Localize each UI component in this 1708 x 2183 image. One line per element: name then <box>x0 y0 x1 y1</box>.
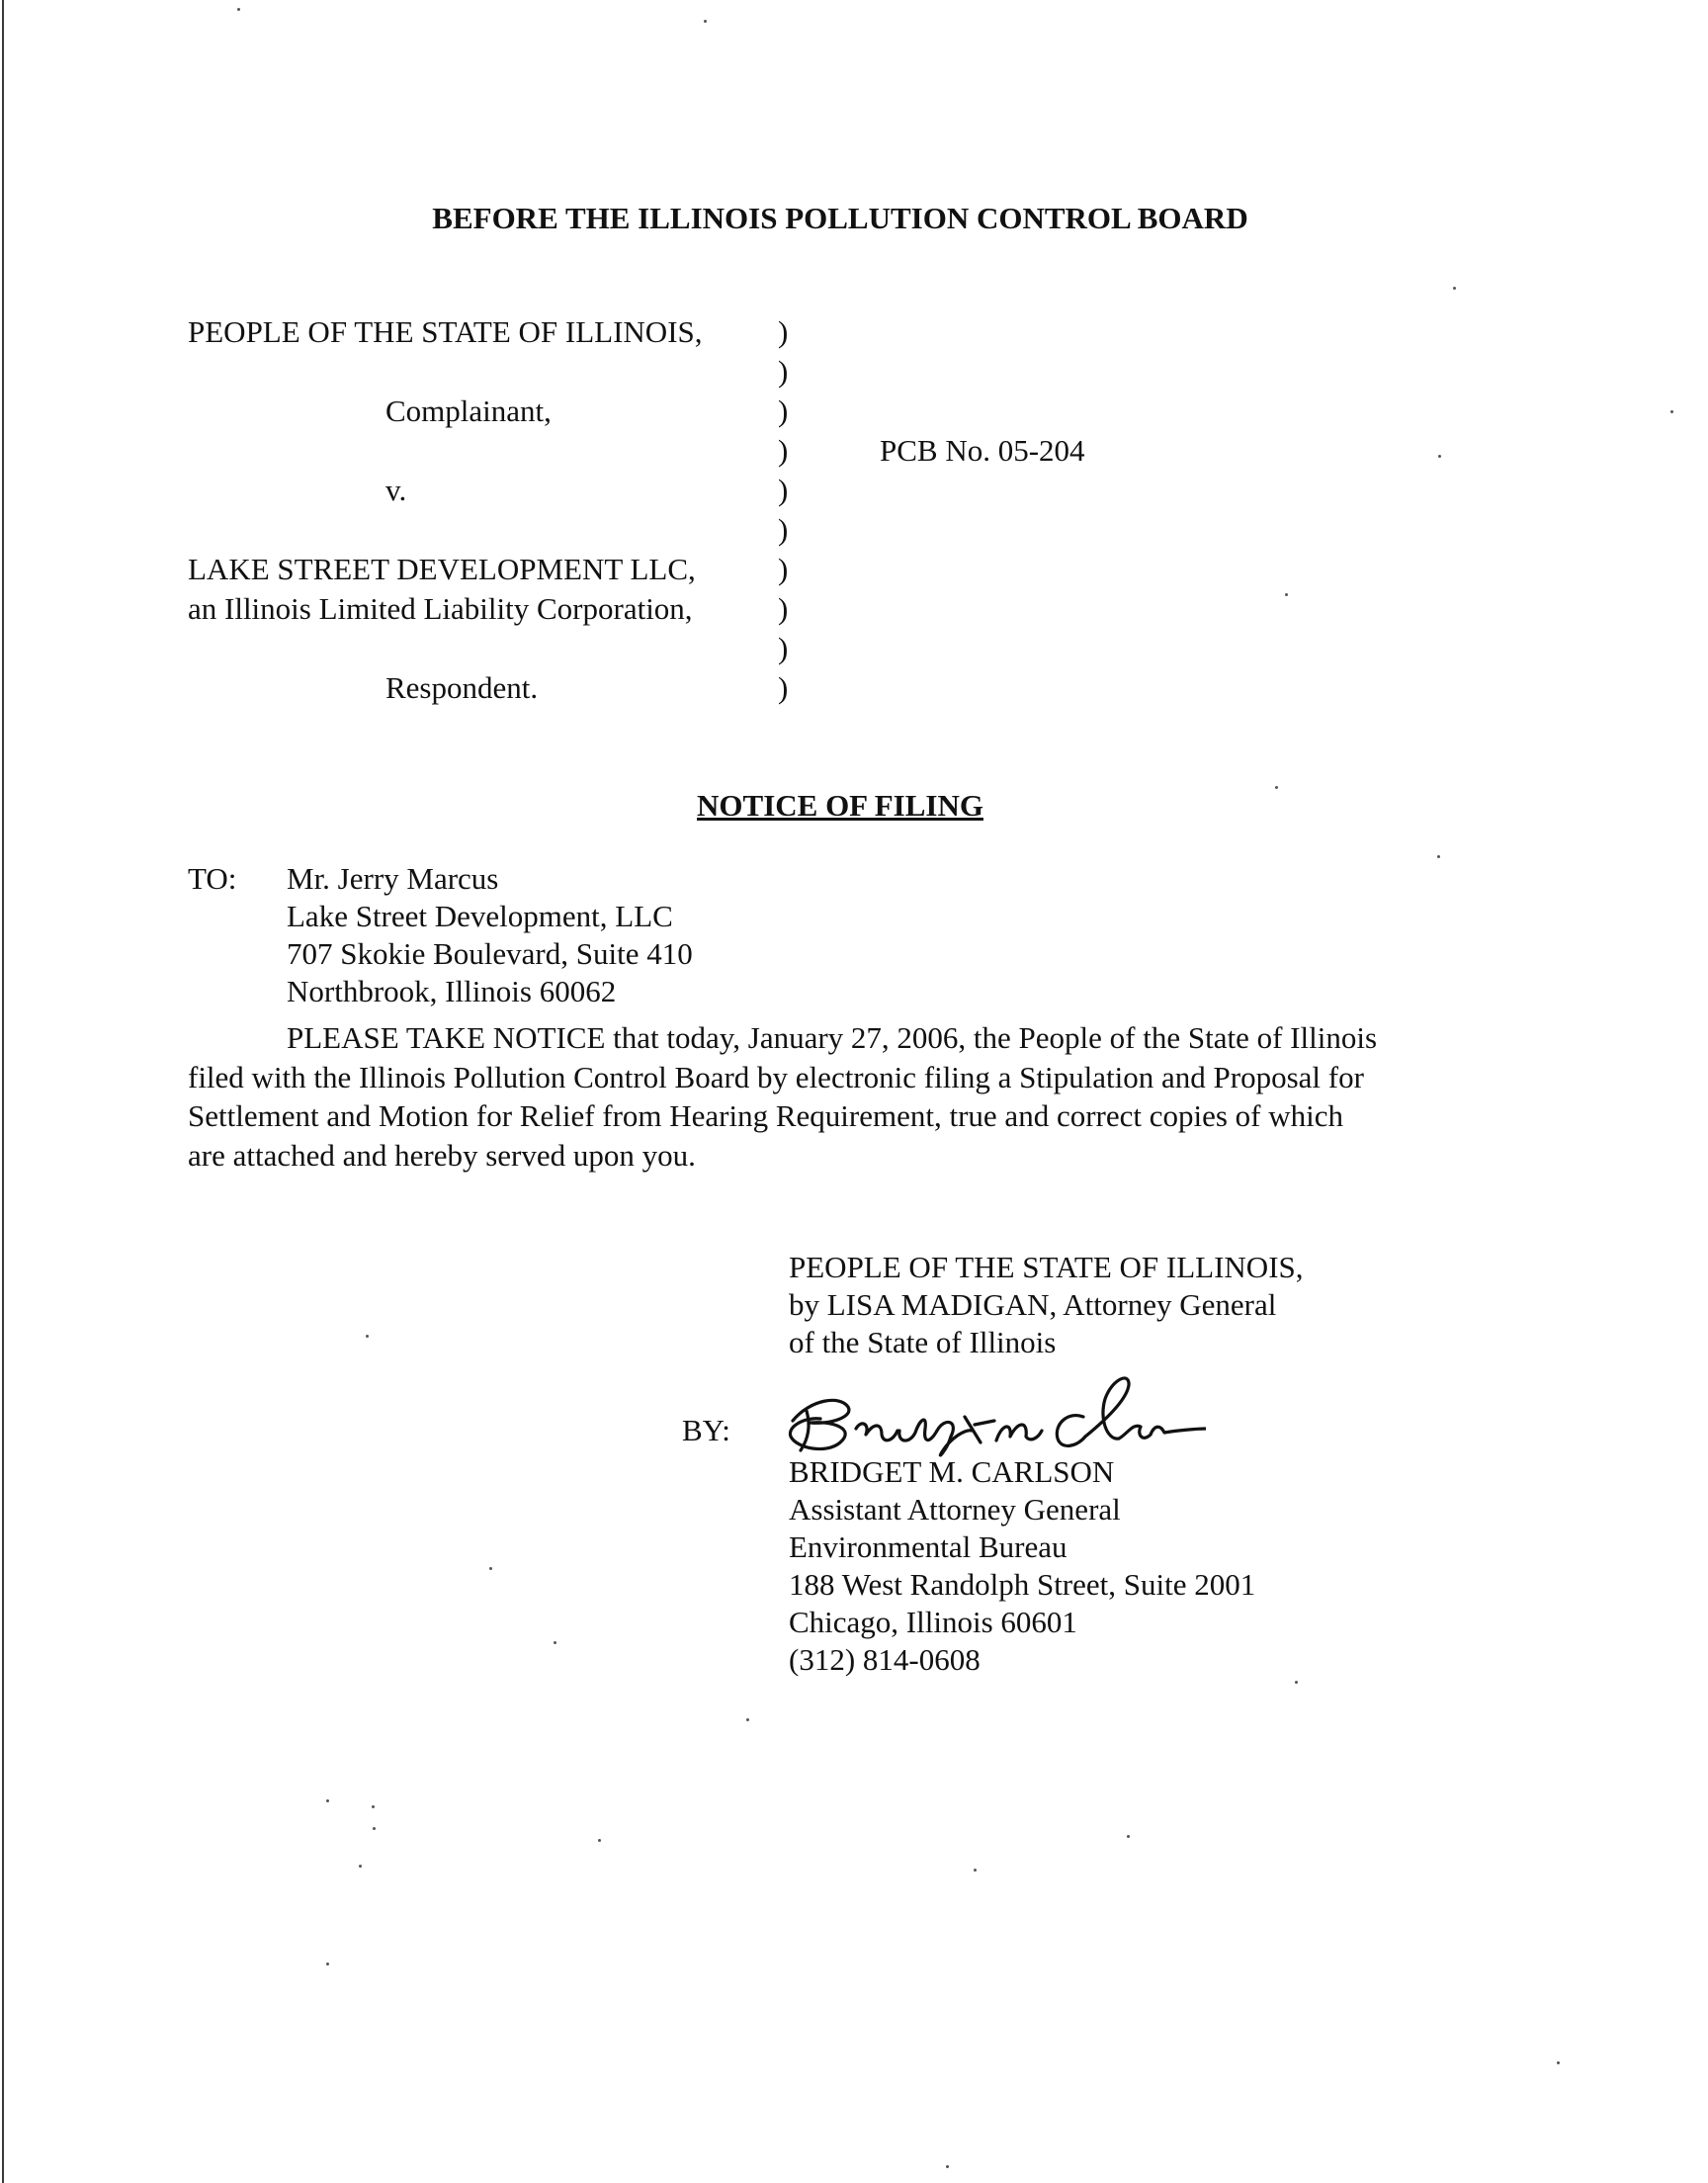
signature-of-line: of the State of Illinois <box>789 1325 1057 1359</box>
signer-phone: (312) 814-0608 <box>789 1642 981 1677</box>
paragraph-line: filed with the Illinois Pollution Control Board by electronic filing a Stipulation and Proposal for <box>188 1059 1364 1094</box>
complainant-role: Complainant, <box>385 393 552 428</box>
caption-paren: ) <box>778 591 789 626</box>
scan-speck <box>326 1963 329 1965</box>
scan-speck <box>1295 1681 1298 1684</box>
signer-street: 188 West Randolph Street, Suite 2001 <box>789 1567 1256 1602</box>
respondent-role: Respondent. <box>385 670 539 705</box>
respondent-party: LAKE STREET DEVELOPMENT LLC, <box>188 552 696 586</box>
by-label: BY: <box>682 1413 730 1447</box>
caption-paren: ) <box>778 354 789 389</box>
scan-speck <box>372 1805 375 1808</box>
caption-paren: ) <box>778 670 789 705</box>
scan-speck <box>359 1865 362 1868</box>
scan-speck <box>1285 593 1288 596</box>
complainant-party: PEOPLE OF THE STATE OF ILLINOIS, <box>188 314 703 349</box>
recipient-street: 707 Skokie Boulevard, Suite 410 <box>287 936 693 971</box>
scan-speck <box>746 1718 749 1721</box>
scan-speck <box>366 1335 369 1338</box>
scan-speck <box>1437 855 1440 858</box>
paragraph-line: Settlement and Motion for Relief from Hearing Requirement, true and correct copies of which <box>188 1098 1344 1133</box>
scan-speck <box>373 1827 376 1830</box>
signer-name: BRIDGET M. CARLSON <box>789 1454 1115 1489</box>
scan-speck <box>554 1641 556 1644</box>
signer-city: Chicago, Illinois 60601 <box>789 1605 1077 1639</box>
scan-speck <box>326 1799 329 1802</box>
paragraph-line: PLEASE TAKE NOTICE that today, January 27, 2006, the People of the State of Illinois <box>287 1020 1378 1055</box>
scan-speck <box>974 1869 977 1872</box>
caption-paren: ) <box>778 552 789 586</box>
signature-party: PEOPLE OF THE STATE OF ILLINOIS, <box>789 1250 1304 1284</box>
scan-speck <box>1275 786 1278 789</box>
scan-speck <box>489 1567 492 1570</box>
scan-speck <box>598 1839 601 1842</box>
to-label: TO: <box>188 861 237 896</box>
recipient-company: Lake Street Development, LLC <box>287 899 673 933</box>
recipient-address <box>287 860 693 1010</box>
signer-bureau: Environmental Bureau <box>789 1529 1068 1564</box>
scan-speck <box>1557 2061 1560 2064</box>
caption-paren: ) <box>778 393 789 428</box>
caption-paren: ) <box>778 314 789 349</box>
recipient-city: Northbrook, Illinois 60062 <box>287 974 617 1008</box>
handwritten-signature <box>771 1359 1206 1468</box>
versus-label: v. <box>385 473 407 507</box>
respondent-description: an Illinois Limited Liability Corporation, <box>188 591 693 626</box>
scan-speck <box>1670 410 1673 413</box>
scan-speck <box>1453 287 1456 290</box>
scan-speck <box>704 20 707 23</box>
caption-paren: ) <box>778 512 789 547</box>
scan-speck <box>237 8 240 11</box>
board-heading: BEFORE THE ILLINOIS POLLUTION CONTROL BOARD <box>432 201 1248 235</box>
caption-paren: ) <box>778 433 789 468</box>
recipient-name: Mr. Jerry Marcus <box>287 861 499 896</box>
signature-by-line: by LISA MADIGAN, Attorney General <box>789 1287 1277 1322</box>
caption-paren: ) <box>778 631 789 665</box>
signature-party-block <box>789 1249 1304 1361</box>
scan-speck <box>1127 1835 1130 1838</box>
notice-title: NOTICE OF FILING <box>697 788 983 823</box>
scan-speck <box>946 2165 949 2168</box>
case-number: PCB No. 05-204 <box>880 433 1085 468</box>
signer-title: Assistant Attorney General <box>789 1492 1121 1527</box>
scan-speck <box>1438 455 1441 458</box>
caption-paren: ) <box>778 473 789 507</box>
notice-paragraph <box>188 1018 1512 1175</box>
paragraph-line: are attached and hereby served upon you. <box>188 1137 696 1173</box>
signer-block <box>789 1453 1255 1679</box>
scan-edge-line <box>2 0 4 2183</box>
